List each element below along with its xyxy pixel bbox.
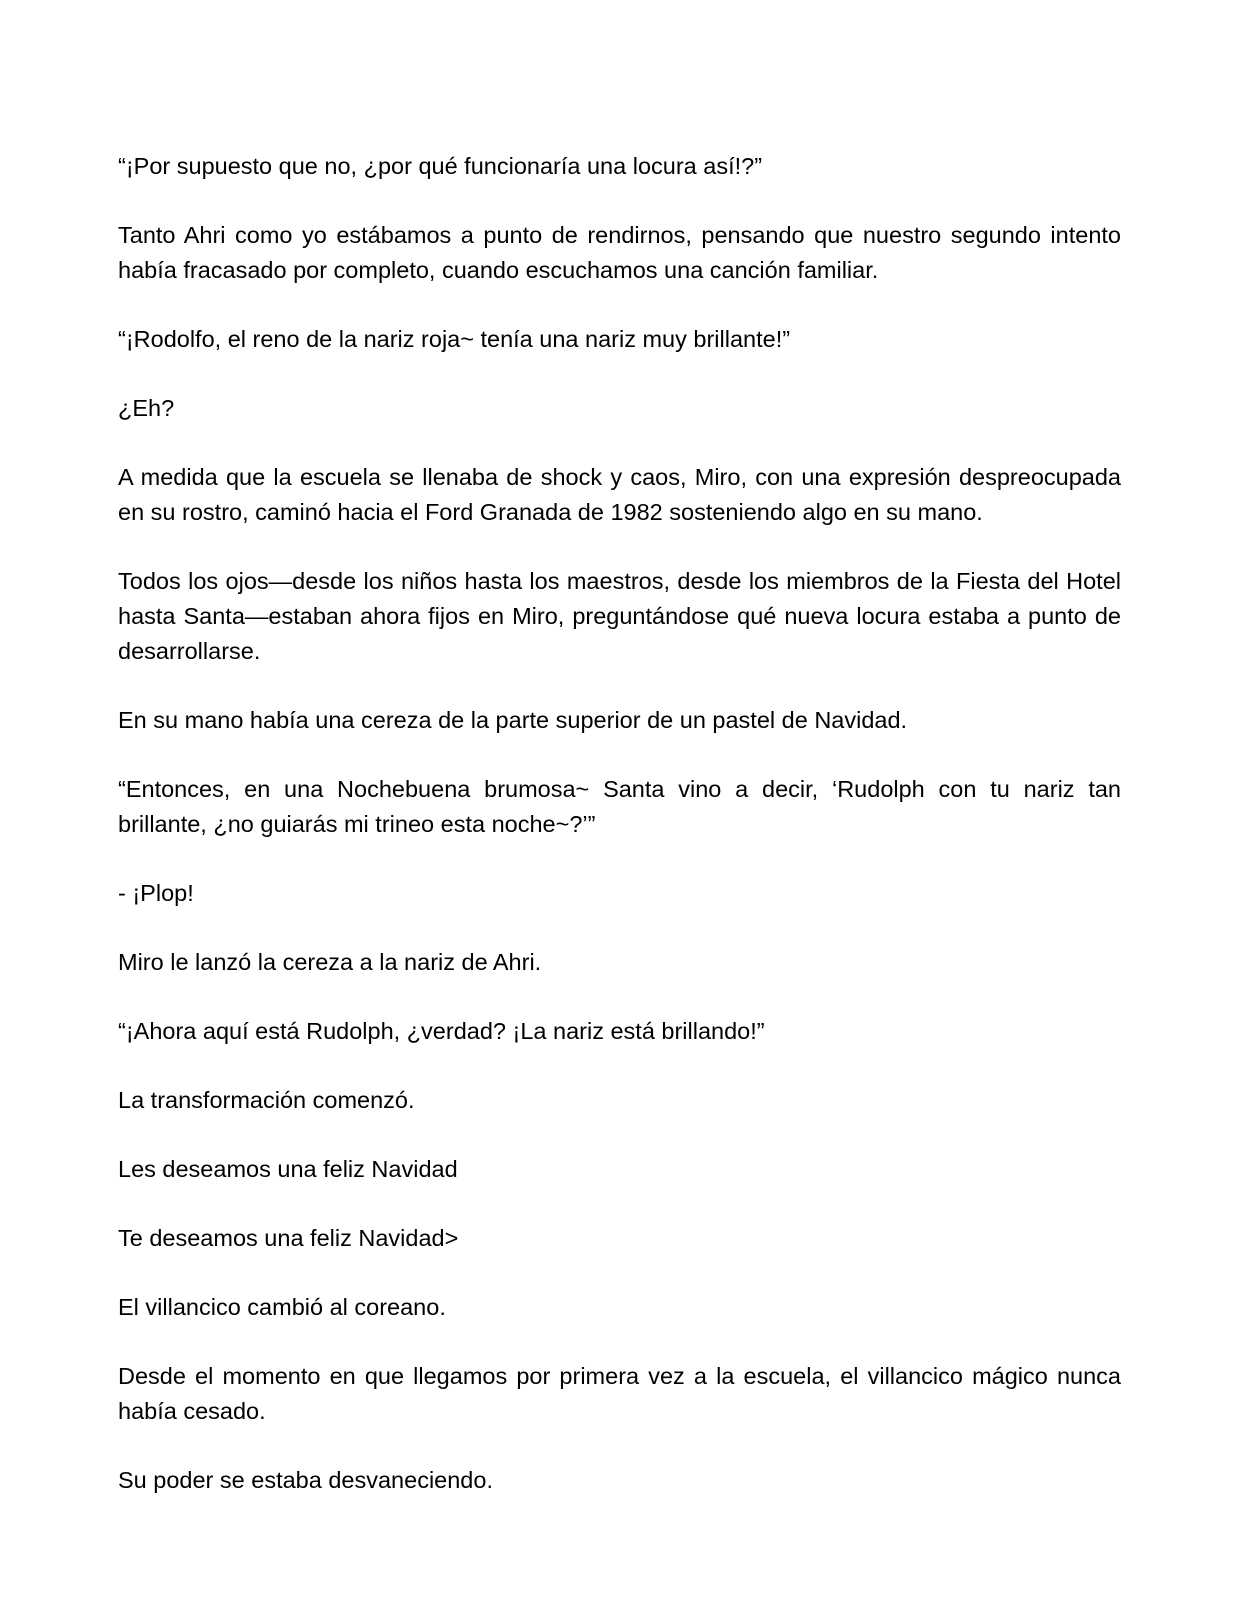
paragraph-10: Miro le lanzó la cereza a la nariz de Ahri. [118, 949, 542, 975]
paragraph-15: El villancico cambió al coreano. [118, 1294, 446, 1320]
paragraph-7: En su mano había una cereza de la parte superior de un pastel de Navidad. [118, 707, 908, 733]
paragraph-14: Te deseamos una feliz Navidad> [118, 1225, 459, 1251]
paragraph-8: “Entonces, en una Nochebuena brumosa~ Santa vino a decir, ‘Rudolph con tu nariz tan brillante, ¿no guiarás mi trineo esta noche~?’” [118, 776, 1121, 837]
paragraph-5: A medida que la escuela se llenaba de shock y caos, Miro, con una expresión despreocupada en su rostro, caminó hacia el Ford Granada de 1982 sosteniendo algo en su mano. [118, 464, 1121, 525]
paragraph-11: “¡Ahora aquí está Rudolph, ¿verdad? ¡La nariz está brillando!” [118, 1018, 765, 1044]
paragraph-13: Les deseamos una feliz Navidad [118, 1156, 458, 1182]
paragraph-12: La transformación comenzó. [118, 1087, 415, 1113]
paragraph-6: Todos los ojos—desde los niños hasta los maestros, desde los miembros de la Fiesta del Hotel hasta Santa—estaban ahora fijos en Miro, preguntándose qué nueva locura estaba a punto de desarrollarse. [118, 568, 1121, 664]
paragraph-16: Desde el momento en que llegamos por primera vez a la escuela, el villancico mágico nunca había cesado. [118, 1363, 1121, 1424]
paragraph-4: ¿Eh? [118, 395, 175, 421]
paragraph-2: Tanto Ahri como yo estábamos a punto de rendirnos, pensando que nuestro segundo intento había fracasado por completo, cuando escuchamos una canción familiar. [118, 222, 1121, 283]
paragraph-1: “¡Por supuesto que no, ¿por qué funcionaría una locura así!?” [118, 153, 763, 179]
paragraph-9: - ¡Plop! [118, 880, 194, 906]
paragraph-17: Su poder se estaba desvaneciendo. [118, 1467, 493, 1493]
paragraph-3: “¡Rodolfo, el reno de la nariz roja~ tenía una nariz muy brillante!” [118, 326, 791, 352]
